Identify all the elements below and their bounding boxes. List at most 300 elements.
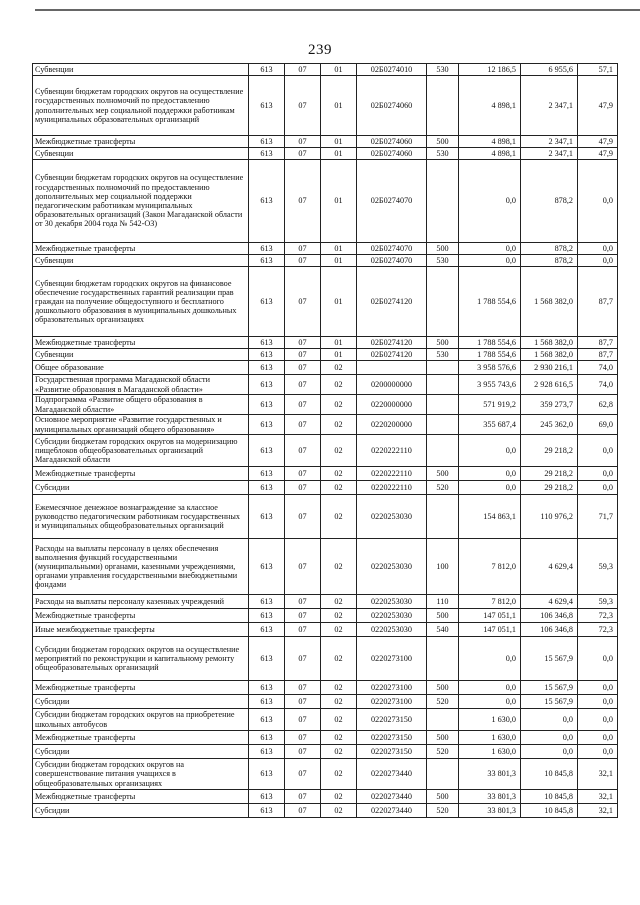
target-article-code-cell: 02Б0274070	[357, 160, 427, 243]
admin-code-cell: 613	[249, 481, 285, 495]
expense-type-code-cell	[427, 361, 459, 375]
execution-percent-cell: 32,1	[578, 804, 618, 818]
planned-amount-cell: 0,0	[459, 435, 521, 467]
admin-code-cell: 613	[249, 435, 285, 467]
target-article-code-cell: 0220222110	[357, 467, 427, 481]
table-row	[33, 255, 618, 267]
table-row	[33, 595, 618, 609]
planned-amount-cell: 33 801,3	[459, 759, 521, 790]
item-name-cell: Межбюджетные трансферты	[33, 681, 249, 695]
subsection-code-cell: 02	[321, 695, 357, 709]
executed-amount-cell: 110 976,2	[521, 495, 578, 539]
expense-type-code-cell	[427, 375, 459, 395]
item-name-cell: Субсидии бюджетам городских округов на осуществление мероприятий по реконструкции и капитальному ремонту общеобразовательных организаций	[33, 637, 249, 681]
executed-amount-cell: 4 629,4	[521, 595, 578, 609]
execution-percent-cell: 0,0	[578, 695, 618, 709]
section-code-cell: 07	[285, 609, 321, 623]
table-row	[33, 745, 618, 759]
item-name-cell: Субвенции бюджетам городских округов на осуществление государственных полномочий по предоставлению дополнительных мер социальной поддержки работникам муниципальных образовательных организаций	[33, 76, 249, 136]
target-article-code-cell: 02Б0274120	[357, 337, 427, 349]
table-row	[33, 375, 618, 395]
execution-percent-cell: 47,9	[578, 136, 618, 148]
item-name-cell: Подпрограмма «Развитие общего образования в Магаданской области»	[33, 395, 249, 415]
planned-amount-cell: 0,0	[459, 255, 521, 267]
execution-percent-cell: 59,3	[578, 539, 618, 595]
item-name-cell: Субвенции	[33, 255, 249, 267]
expense-type-code-cell: 530	[427, 349, 459, 361]
admin-code-cell: 613	[249, 375, 285, 395]
subsection-code-cell: 02	[321, 804, 357, 818]
expense-type-code-cell: 520	[427, 695, 459, 709]
section-code-cell: 07	[285, 255, 321, 267]
target-article-code-cell: 0220273150	[357, 709, 427, 731]
subsection-code-cell: 02	[321, 395, 357, 415]
section-code-cell: 07	[285, 415, 321, 435]
executed-amount-cell: 29 218,2	[521, 467, 578, 481]
executed-amount-cell: 878,2	[521, 243, 578, 255]
section-code-cell: 07	[285, 337, 321, 349]
item-name-cell: Межбюджетные трансферты	[33, 467, 249, 481]
section-code-cell: 07	[285, 435, 321, 467]
item-name-cell: Субвенции	[33, 349, 249, 361]
expense-type-code-cell: 500	[427, 243, 459, 255]
subsection-code-cell: 02	[321, 759, 357, 790]
subsection-code-cell: 02	[321, 375, 357, 395]
item-name-cell: Общее образование	[33, 361, 249, 375]
executed-amount-cell: 15 567,9	[521, 637, 578, 681]
admin-code-cell: 613	[249, 337, 285, 349]
execution-percent-cell: 57,1	[578, 64, 618, 76]
table-row	[33, 759, 618, 790]
expense-type-code-cell: 500	[427, 731, 459, 745]
admin-code-cell: 613	[249, 148, 285, 160]
section-code-cell: 07	[285, 76, 321, 136]
item-name-cell: Межбюджетные трансферты	[33, 337, 249, 349]
execution-percent-cell: 0,0	[578, 243, 618, 255]
section-code-cell: 07	[285, 148, 321, 160]
executed-amount-cell: 245 362,0	[521, 415, 578, 435]
execution-percent-cell: 74,0	[578, 375, 618, 395]
item-name-cell: Межбюджетные трансферты	[33, 609, 249, 623]
expense-type-code-cell: 500	[427, 609, 459, 623]
item-name-cell: Субвенции	[33, 148, 249, 160]
target-article-code-cell: 0220253030	[357, 623, 427, 637]
section-code-cell: 07	[285, 64, 321, 76]
execution-percent-cell: 59,3	[578, 595, 618, 609]
item-name-cell: Субсидии	[33, 695, 249, 709]
expense-type-code-cell	[427, 395, 459, 415]
subsection-code-cell: 02	[321, 609, 357, 623]
item-name-cell: Иные межбюджетные трансферты	[33, 623, 249, 637]
target-article-code-cell: 0220273100	[357, 637, 427, 681]
execution-percent-cell: 0,0	[578, 745, 618, 759]
subsection-code-cell: 02	[321, 467, 357, 481]
subsection-code-cell: 02	[321, 731, 357, 745]
expense-type-code-cell: 100	[427, 539, 459, 595]
section-code-cell: 07	[285, 495, 321, 539]
target-article-code-cell: 02Б0274120	[357, 267, 427, 337]
target-article-code-cell: 0220253030	[357, 609, 427, 623]
section-code-cell: 07	[285, 349, 321, 361]
admin-code-cell: 613	[249, 76, 285, 136]
execution-percent-cell: 0,0	[578, 160, 618, 243]
table-row	[33, 790, 618, 804]
subsection-code-cell: 02	[321, 495, 357, 539]
expense-type-code-cell: 500	[427, 790, 459, 804]
executed-amount-cell: 4 629,4	[521, 539, 578, 595]
item-name-cell: Субсидии	[33, 481, 249, 495]
table-row	[33, 349, 618, 361]
table-row	[33, 415, 618, 435]
expense-type-code-cell: 530	[427, 255, 459, 267]
target-article-code-cell: 0220000000	[357, 395, 427, 415]
executed-amount-cell: 359 273,7	[521, 395, 578, 415]
target-article-code-cell: 02Б0274120	[357, 349, 427, 361]
subsection-code-cell: 02	[321, 637, 357, 681]
item-name-cell: Субсидии	[33, 745, 249, 759]
expense-type-code-cell	[427, 267, 459, 337]
section-code-cell: 07	[285, 623, 321, 637]
executed-amount-cell: 0,0	[521, 731, 578, 745]
table-row	[33, 539, 618, 595]
item-name-cell: Расходы на выплаты персоналу в целях обеспечения выполнения функций государственными (муниципальными) органами, казенными учреждениями, органами управления государственными внебюджетными фондами	[33, 539, 249, 595]
planned-amount-cell: 7 812,0	[459, 539, 521, 595]
planned-amount-cell: 4 898,1	[459, 76, 521, 136]
target-article-code-cell: 0220273440	[357, 790, 427, 804]
planned-amount-cell: 1 630,0	[459, 709, 521, 731]
table-row	[33, 435, 618, 467]
subsection-code-cell: 02	[321, 709, 357, 731]
section-code-cell: 07	[285, 731, 321, 745]
execution-percent-cell: 0,0	[578, 481, 618, 495]
executed-amount-cell: 1 568 382,0	[521, 267, 578, 337]
execution-percent-cell: 72,3	[578, 609, 618, 623]
target-article-code-cell: 0220253030	[357, 595, 427, 609]
subsection-code-cell: 01	[321, 160, 357, 243]
target-article-code-cell: 0220222110	[357, 435, 427, 467]
execution-percent-cell: 87,7	[578, 349, 618, 361]
subsection-code-cell: 01	[321, 349, 357, 361]
execution-percent-cell: 0,0	[578, 637, 618, 681]
section-code-cell: 07	[285, 595, 321, 609]
planned-amount-cell: 4 898,1	[459, 136, 521, 148]
planned-amount-cell: 1 788 554,6	[459, 337, 521, 349]
admin-code-cell: 613	[249, 255, 285, 267]
item-name-cell: Межбюджетные трансферты	[33, 243, 249, 255]
item-name-cell: Субвенции бюджетам городских округов на осуществление государственных полномочий по предоставлению дополнительных мер социальной поддержки педагогическим работникам муниципальных образовательных организаций (Закон Магаданской области от 30 декабря 2004 года № 542-ОЗ)	[33, 160, 249, 243]
item-name-cell: Субсидии	[33, 804, 249, 818]
planned-amount-cell: 12 186,5	[459, 64, 521, 76]
subsection-code-cell: 02	[321, 435, 357, 467]
section-code-cell: 07	[285, 709, 321, 731]
admin-code-cell: 613	[249, 731, 285, 745]
admin-code-cell: 613	[249, 349, 285, 361]
admin-code-cell: 613	[249, 495, 285, 539]
section-code-cell: 07	[285, 361, 321, 375]
table-row	[33, 395, 618, 415]
execution-percent-cell: 47,9	[578, 76, 618, 136]
planned-amount-cell: 0,0	[459, 681, 521, 695]
execution-percent-cell: 69,0	[578, 415, 618, 435]
executed-amount-cell: 1 568 382,0	[521, 349, 578, 361]
subsection-code-cell: 01	[321, 76, 357, 136]
planned-amount-cell: 147 051,1	[459, 623, 521, 637]
admin-code-cell: 613	[249, 745, 285, 759]
section-code-cell: 07	[285, 395, 321, 415]
admin-code-cell: 613	[249, 136, 285, 148]
admin-code-cell: 613	[249, 623, 285, 637]
table-row	[33, 136, 618, 148]
target-article-code-cell: 0220200000	[357, 415, 427, 435]
executed-amount-cell: 106 346,8	[521, 609, 578, 623]
section-code-cell: 07	[285, 695, 321, 709]
admin-code-cell: 613	[249, 695, 285, 709]
expense-type-code-cell: 500	[427, 681, 459, 695]
table-row	[33, 695, 618, 709]
expense-type-code-cell: 500	[427, 337, 459, 349]
table-row	[33, 64, 618, 76]
expense-type-code-cell	[427, 76, 459, 136]
expense-type-code-cell: 520	[427, 745, 459, 759]
execution-percent-cell: 0,0	[578, 681, 618, 695]
admin-code-cell: 613	[249, 804, 285, 818]
section-code-cell: 07	[285, 681, 321, 695]
planned-amount-cell: 0,0	[459, 481, 521, 495]
planned-amount-cell: 4 898,1	[459, 148, 521, 160]
target-article-code-cell: 02Б0274070	[357, 255, 427, 267]
planned-amount-cell: 1 788 554,6	[459, 267, 521, 337]
section-code-cell: 07	[285, 481, 321, 495]
planned-amount-cell: 0,0	[459, 467, 521, 481]
item-name-cell: Субсидии бюджетам городских округов на приобретение школьных автобусов	[33, 709, 249, 731]
executed-amount-cell: 2 928 616,5	[521, 375, 578, 395]
section-code-cell: 07	[285, 790, 321, 804]
item-name-cell: Субсидии бюджетам городских округов на модернизацию пищеблоков общеобразовательных организаций Магаданской области	[33, 435, 249, 467]
planned-amount-cell: 7 812,0	[459, 595, 521, 609]
section-code-cell: 07	[285, 745, 321, 759]
execution-percent-cell: 62,8	[578, 395, 618, 415]
subsection-code-cell: 01	[321, 255, 357, 267]
budget-table-body	[33, 64, 618, 818]
execution-percent-cell: 32,1	[578, 759, 618, 790]
admin-code-cell: 613	[249, 709, 285, 731]
planned-amount-cell: 1 630,0	[459, 731, 521, 745]
target-article-code-cell: 02Б0274070	[357, 243, 427, 255]
table-row	[33, 361, 618, 375]
subsection-code-cell: 02	[321, 745, 357, 759]
target-article-code-cell: 02Б0274060	[357, 148, 427, 160]
section-code-cell: 07	[285, 136, 321, 148]
admin-code-cell: 613	[249, 539, 285, 595]
table-row	[33, 623, 618, 637]
admin-code-cell: 613	[249, 467, 285, 481]
table-row	[33, 76, 618, 136]
target-article-code-cell: 0220273150	[357, 731, 427, 745]
executed-amount-cell: 6 955,6	[521, 64, 578, 76]
item-name-cell: Расходы на выплаты персоналу казенных учреждений	[33, 595, 249, 609]
target-article-code-cell	[357, 361, 427, 375]
section-code-cell: 07	[285, 467, 321, 481]
executed-amount-cell: 2 347,1	[521, 136, 578, 148]
table-row	[33, 148, 618, 160]
executed-amount-cell: 15 567,9	[521, 695, 578, 709]
item-name-cell: Межбюджетные трансферты	[33, 731, 249, 745]
expense-type-code-cell	[427, 415, 459, 435]
execution-percent-cell: 32,1	[578, 790, 618, 804]
subsection-code-cell: 02	[321, 790, 357, 804]
section-code-cell: 07	[285, 375, 321, 395]
item-name-cell: Субвенции	[33, 64, 249, 76]
budget-table	[32, 63, 618, 818]
item-name-cell: Межбюджетные трансферты	[33, 136, 249, 148]
target-article-code-cell: 02Б0274010	[357, 64, 427, 76]
subsection-code-cell: 02	[321, 539, 357, 595]
executed-amount-cell: 878,2	[521, 160, 578, 243]
subsection-code-cell: 02	[321, 415, 357, 435]
item-name-cell: Основное мероприятие «Развитие государственных и муниципальных организаций общего образования»	[33, 415, 249, 435]
expense-type-code-cell: 530	[427, 148, 459, 160]
executed-amount-cell: 2 347,1	[521, 76, 578, 136]
admin-code-cell: 613	[249, 64, 285, 76]
subsection-code-cell: 02	[321, 481, 357, 495]
planned-amount-cell: 0,0	[459, 243, 521, 255]
expense-type-code-cell: 500	[427, 136, 459, 148]
expense-type-code-cell: 520	[427, 804, 459, 818]
expense-type-code-cell	[427, 709, 459, 731]
target-article-code-cell: 0220253030	[357, 539, 427, 595]
target-article-code-cell: 0220273100	[357, 681, 427, 695]
target-article-code-cell: 02Б0274060	[357, 76, 427, 136]
section-code-cell: 07	[285, 759, 321, 790]
subsection-code-cell: 02	[321, 623, 357, 637]
section-code-cell: 07	[285, 160, 321, 243]
admin-code-cell: 613	[249, 361, 285, 375]
execution-percent-cell: 87,7	[578, 267, 618, 337]
table-row	[33, 160, 618, 243]
table-row	[33, 337, 618, 349]
planned-amount-cell: 571 919,2	[459, 395, 521, 415]
page-number: 239	[308, 42, 332, 58]
expense-type-code-cell: 500	[427, 467, 459, 481]
executed-amount-cell: 10 845,8	[521, 759, 578, 790]
admin-code-cell: 613	[249, 267, 285, 337]
subsection-code-cell: 01	[321, 267, 357, 337]
executed-amount-cell: 2 347,1	[521, 148, 578, 160]
executed-amount-cell: 106 346,8	[521, 623, 578, 637]
subsection-code-cell: 01	[321, 64, 357, 76]
executed-amount-cell: 0,0	[521, 745, 578, 759]
expense-type-code-cell: 520	[427, 481, 459, 495]
subsection-code-cell: 01	[321, 148, 357, 160]
planned-amount-cell: 1 630,0	[459, 745, 521, 759]
executed-amount-cell: 29 218,2	[521, 435, 578, 467]
expense-type-code-cell: 530	[427, 64, 459, 76]
executed-amount-cell: 15 567,9	[521, 681, 578, 695]
table-row	[33, 637, 618, 681]
table-row	[33, 243, 618, 255]
top-rule	[35, 9, 640, 11]
target-article-code-cell: 02Б0274060	[357, 136, 427, 148]
execution-percent-cell: 0,0	[578, 435, 618, 467]
table-row	[33, 495, 618, 539]
execution-percent-cell: 0,0	[578, 731, 618, 745]
planned-amount-cell: 0,0	[459, 160, 521, 243]
planned-amount-cell: 355 687,4	[459, 415, 521, 435]
execution-percent-cell: 47,9	[578, 148, 618, 160]
planned-amount-cell: 33 801,3	[459, 790, 521, 804]
item-name-cell: Субсидии бюджетам городских округов на совершенствование питания учащихся в общеобразовательных организациях	[33, 759, 249, 790]
table-row	[33, 609, 618, 623]
admin-code-cell: 613	[249, 609, 285, 623]
execution-percent-cell: 0,0	[578, 467, 618, 481]
item-name-cell: Межбюджетные трансферты	[33, 790, 249, 804]
table-row	[33, 731, 618, 745]
section-code-cell: 07	[285, 267, 321, 337]
executed-amount-cell: 10 845,8	[521, 790, 578, 804]
execution-percent-cell: 72,3	[578, 623, 618, 637]
planned-amount-cell: 0,0	[459, 637, 521, 681]
target-article-code-cell: 0220273100	[357, 695, 427, 709]
executed-amount-cell: 0,0	[521, 709, 578, 731]
target-article-code-cell: 0220273440	[357, 804, 427, 818]
item-name-cell: Государственная программа Магаданской области «Развитие образования в Магаданской области»	[33, 375, 249, 395]
planned-amount-cell: 3 955 743,6	[459, 375, 521, 395]
admin-code-cell: 613	[249, 595, 285, 609]
admin-code-cell: 613	[249, 395, 285, 415]
table-row	[33, 804, 618, 818]
admin-code-cell: 613	[249, 637, 285, 681]
planned-amount-cell: 3 958 576,6	[459, 361, 521, 375]
execution-percent-cell: 0,0	[578, 255, 618, 267]
expense-type-code-cell	[427, 495, 459, 539]
execution-percent-cell: 71,7	[578, 495, 618, 539]
subsection-code-cell: 02	[321, 681, 357, 695]
table-row	[33, 681, 618, 695]
execution-percent-cell: 74,0	[578, 361, 618, 375]
expense-type-code-cell: 540	[427, 623, 459, 637]
subsection-code-cell: 02	[321, 595, 357, 609]
expense-type-code-cell	[427, 160, 459, 243]
table-row	[33, 467, 618, 481]
planned-amount-cell: 0,0	[459, 695, 521, 709]
expense-type-code-cell	[427, 435, 459, 467]
section-code-cell: 07	[285, 539, 321, 595]
executed-amount-cell: 2 930 216,1	[521, 361, 578, 375]
table-row	[33, 267, 618, 337]
table-row	[33, 481, 618, 495]
expense-type-code-cell	[427, 759, 459, 790]
subsection-code-cell: 02	[321, 361, 357, 375]
subsection-code-cell: 01	[321, 136, 357, 148]
expense-type-code-cell	[427, 637, 459, 681]
admin-code-cell: 613	[249, 415, 285, 435]
executed-amount-cell: 1 568 382,0	[521, 337, 578, 349]
target-article-code-cell: 0220253030	[357, 495, 427, 539]
admin-code-cell: 613	[249, 759, 285, 790]
target-article-code-cell: 0220273440	[357, 759, 427, 790]
target-article-code-cell: 0200000000	[357, 375, 427, 395]
planned-amount-cell: 33 801,3	[459, 804, 521, 818]
admin-code-cell: 613	[249, 160, 285, 243]
planned-amount-cell: 1 788 554,6	[459, 349, 521, 361]
admin-code-cell: 613	[249, 681, 285, 695]
planned-amount-cell: 147 051,1	[459, 609, 521, 623]
subsection-code-cell: 01	[321, 243, 357, 255]
planned-amount-cell: 154 863,1	[459, 495, 521, 539]
subsection-code-cell: 01	[321, 337, 357, 349]
execution-percent-cell: 0,0	[578, 709, 618, 731]
section-code-cell: 07	[285, 637, 321, 681]
